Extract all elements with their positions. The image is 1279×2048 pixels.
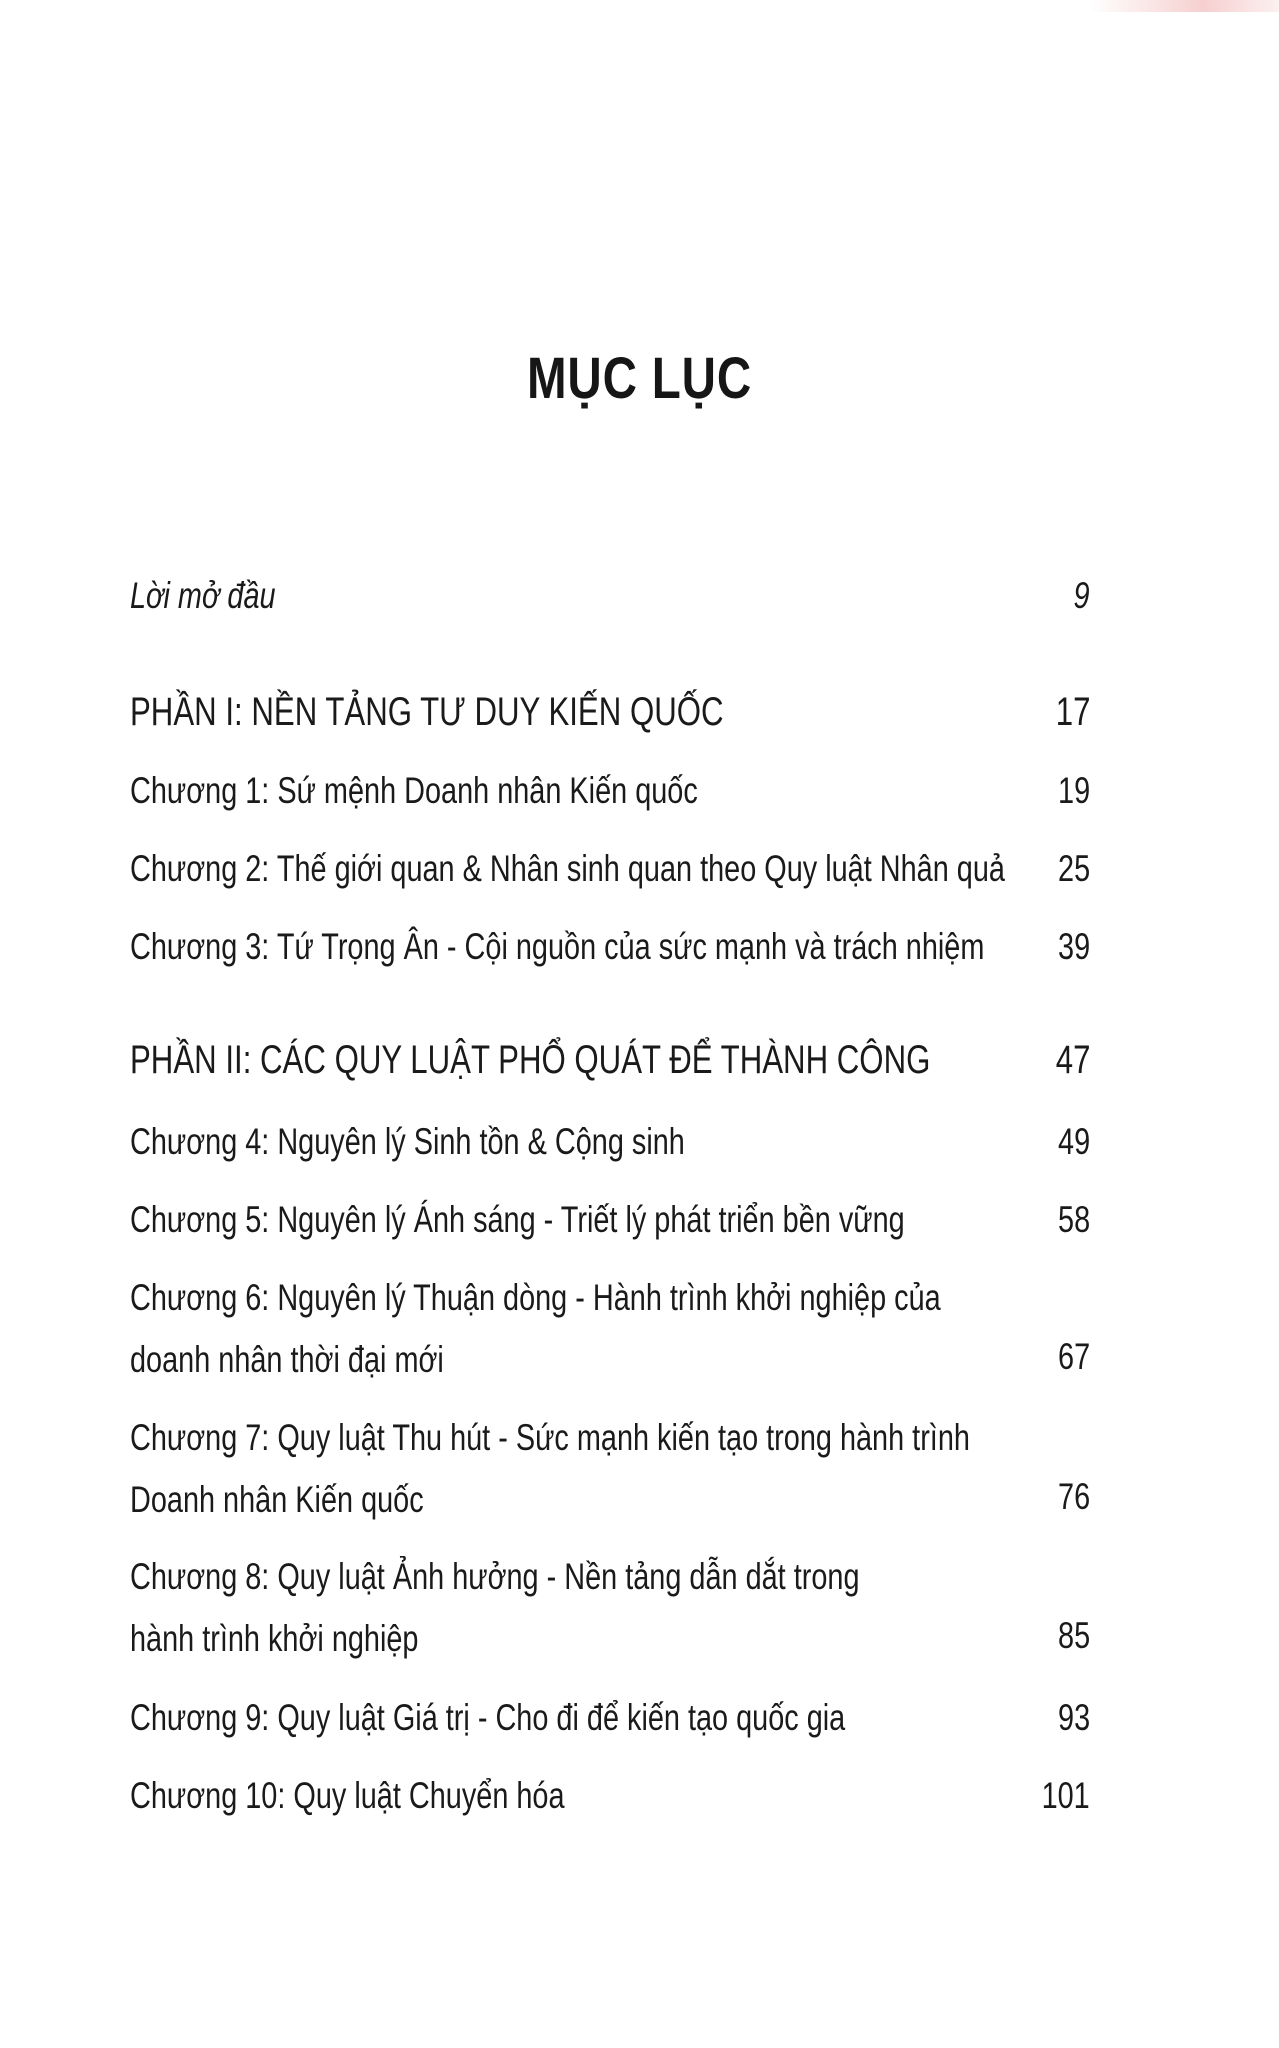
toc-entry-label: Chương 1: Sứ mệnh Doanh nhân Kiến quốc — [130, 770, 698, 811]
toc-entry-page: 76 — [1057, 1476, 1090, 1517]
toc-entry-label-line-2: doanh nhân thời đại mới — [130, 1339, 444, 1380]
toc-entry-page: 49 — [1057, 1121, 1090, 1162]
toc-entry-label: Chương 9: Quy luật Giá trị - Cho đi để kiến tạo quốc gia — [130, 1697, 846, 1738]
toc-entry-label: Chương 5: Nguyên lý Ánh sáng - Triết lý phát triển bền vững — [130, 1199, 905, 1240]
toc-entry-page: 25 — [1057, 848, 1090, 889]
toc-entry-label-line-1: Chương 7: Quy luật Thu hút - Sức mạnh kiến tạo trong hành trình — [130, 1417, 970, 1458]
toc-entry-page: 19 — [1057, 770, 1090, 811]
toc-entry-label-line-2: hành trình khởi nghiệp — [130, 1618, 419, 1659]
toc-entry-label-line-1: Chương 6: Nguyên lý Thuận dòng - Hành trình khởi nghiệp của — [130, 1277, 941, 1318]
toc-entry-label-line-2: Doanh nhân Kiến quốc — [130, 1479, 424, 1520]
toc-entry-label: PHẦN II: CÁC QUY LUẬT PHỔ QUÁT ĐỂ THÀNH CÔNG — [130, 1038, 931, 1082]
toc-entry-label: Chương 4: Nguyên lý Sinh tồn & Cộng sinh — [130, 1121, 685, 1162]
toc-entry-page: 58 — [1057, 1199, 1090, 1240]
toc-entry-page: 67 — [1057, 1336, 1090, 1377]
toc-entry-page: 9 — [1073, 575, 1090, 616]
toc-entry-label: Lời mở đầu — [130, 575, 276, 616]
scan-edge-mark — [1089, 0, 1279, 12]
page-title: MỤC LỤC — [526, 346, 753, 411]
toc-entry-label: PHẦN I: NỀN TẢNG TƯ DUY KIẾN QUỐC — [130, 690, 724, 734]
toc-entry-label: Chương 10: Quy luật Chuyển hóa — [130, 1775, 565, 1816]
toc-entry-page: 93 — [1057, 1697, 1090, 1738]
toc-entry-page: 39 — [1057, 926, 1090, 967]
toc-entry-page: 17 — [1055, 690, 1090, 734]
toc-entry-page: 101 — [1041, 1775, 1090, 1816]
toc-entry-label: Chương 3: Tứ Trọng Ân - Cội nguồn của sức mạnh và trách nhiệm — [130, 926, 985, 967]
toc-entry-page: 85 — [1057, 1615, 1090, 1656]
toc-entry-label: Chương 2: Thế giới quan & Nhân sinh quan theo Quy luật Nhân quả — [130, 848, 1005, 889]
toc-entry-page: 47 — [1055, 1038, 1090, 1082]
toc-entry-label-line-1: Chương 8: Quy luật Ảnh hưởng - Nền tảng dẫn dắt trong — [130, 1556, 860, 1597]
